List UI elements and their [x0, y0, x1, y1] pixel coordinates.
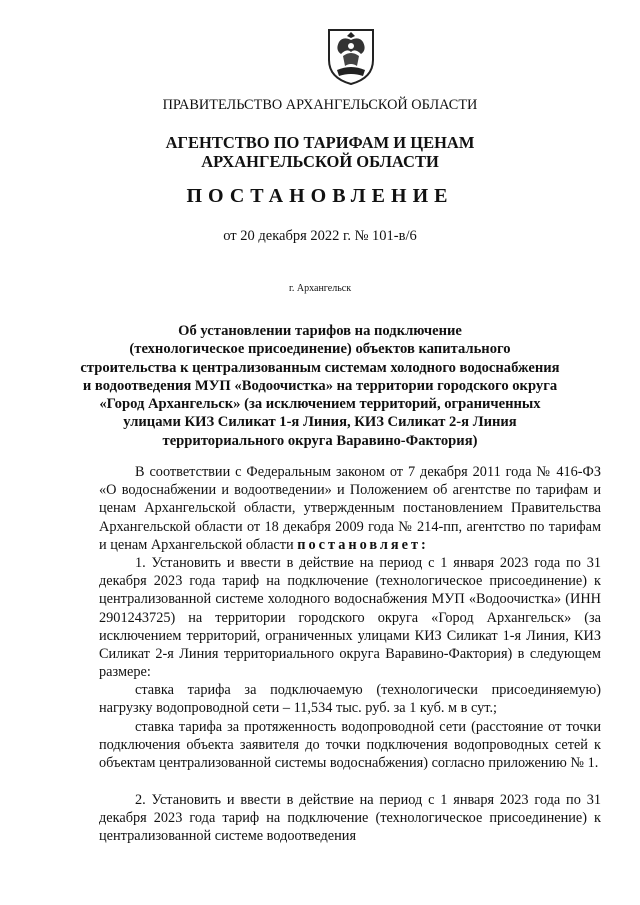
document-title	[0, 322, 640, 450]
decree-word: постановляет:	[297, 536, 429, 553]
agency-name-line1: АГЕНТСТВО ПО ТАРИФАМ И ЦЕНАМ	[165, 133, 475, 152]
title-line: улицами КИЗ Силикат 1-я Линия, КИЗ Силикат 2-я Линия	[123, 414, 517, 431]
title-line: строительства к централизованным системам холодного водоснабжения	[80, 359, 560, 376]
document-type: ПОСТАНОВЛЕНИЕ	[186, 185, 454, 207]
agency-name-line2: АРХАНГЕЛЬСКОЙ ОБЛАСТИ	[201, 152, 439, 171]
clause-2-paragraph	[99, 791, 601, 846]
rate-length-paragraph	[99, 718, 601, 773]
date-and-number: от 20 декабря 2022 г. № 101-в/6	[223, 228, 417, 244]
preamble-paragraph	[99, 463, 601, 554]
clause-2-text: 2. Установить и ввести в действие на период с 1 января 2023 года по 31 декабря 2023 года тариф на подключение (технологическое присоединение) к централизованной системе водоотведения	[99, 792, 601, 845]
city: г. Архангельск	[288, 283, 352, 294]
title-line: Об установлении тарифов на подключение	[178, 323, 462, 339]
clause-1-text: 1. Установить и ввести в действие на период с 1 января 2023 года по 31 декабря 2023 года тариф на подключение (технологическое присоединение) к централизованной системе холодного водоснабжения МУП «Водоочистка» (ИНН 2901243725) на территории городского округа «Город Архангельск» (за исключением территорий, ограниченных улицами КИЗ Силикат 1-я Линия, КИЗ Силикат 2-я Линия территориального округа Варавино-Фактория) в следующем размере:	[99, 555, 601, 681]
rate-load-paragraph	[99, 681, 601, 717]
title-line: (технологическое присоединение) объектов капитального	[129, 341, 511, 358]
clause-1-paragraph	[99, 554, 601, 681]
coat-of-arms-icon	[325, 26, 377, 86]
government-name: ПРАВИТЕЛЬСТВО АРХАНГЕЛЬСКОЙ ОБЛАСТИ	[162, 97, 478, 113]
title-line: и водоотведения МУП «Водоочистка» на территории городского округа	[82, 377, 558, 394]
title-line: территориального округа Варавино-Фактория)	[162, 432, 478, 449]
rate-load-text: ставка тарифа за подключаемую (технологически присоединяемую) нагрузку водопроводной сети – 11,534 тыс. руб. за 1 куб. м в сут.;	[99, 682, 601, 717]
agency-name	[0, 133, 640, 171]
preamble-text: В соответствии с Федеральным законом от 7 декабря 2011 года № 416-ФЗ «О водоснабжении и водоотведении» и Положением об агентстве по тарифам и ценам Архангельской области, утвержденным постановлением Правительства Архангельской области от 18 декабря 2009 года № 214-пп, агентство по тарифам и ценам Архангельской области	[99, 464, 601, 553]
title-line: «Город Архангельск» (за исключением территорий, ограниченных	[99, 396, 541, 413]
rate-length-text: ставка тарифа за протяженность водопроводной сети (расстояние от точки подключения объекта заявителя до точки подключения водопроводных сетей к объектам централизованной системы водоснабжения) согласно приложению № 1.	[99, 719, 601, 772]
